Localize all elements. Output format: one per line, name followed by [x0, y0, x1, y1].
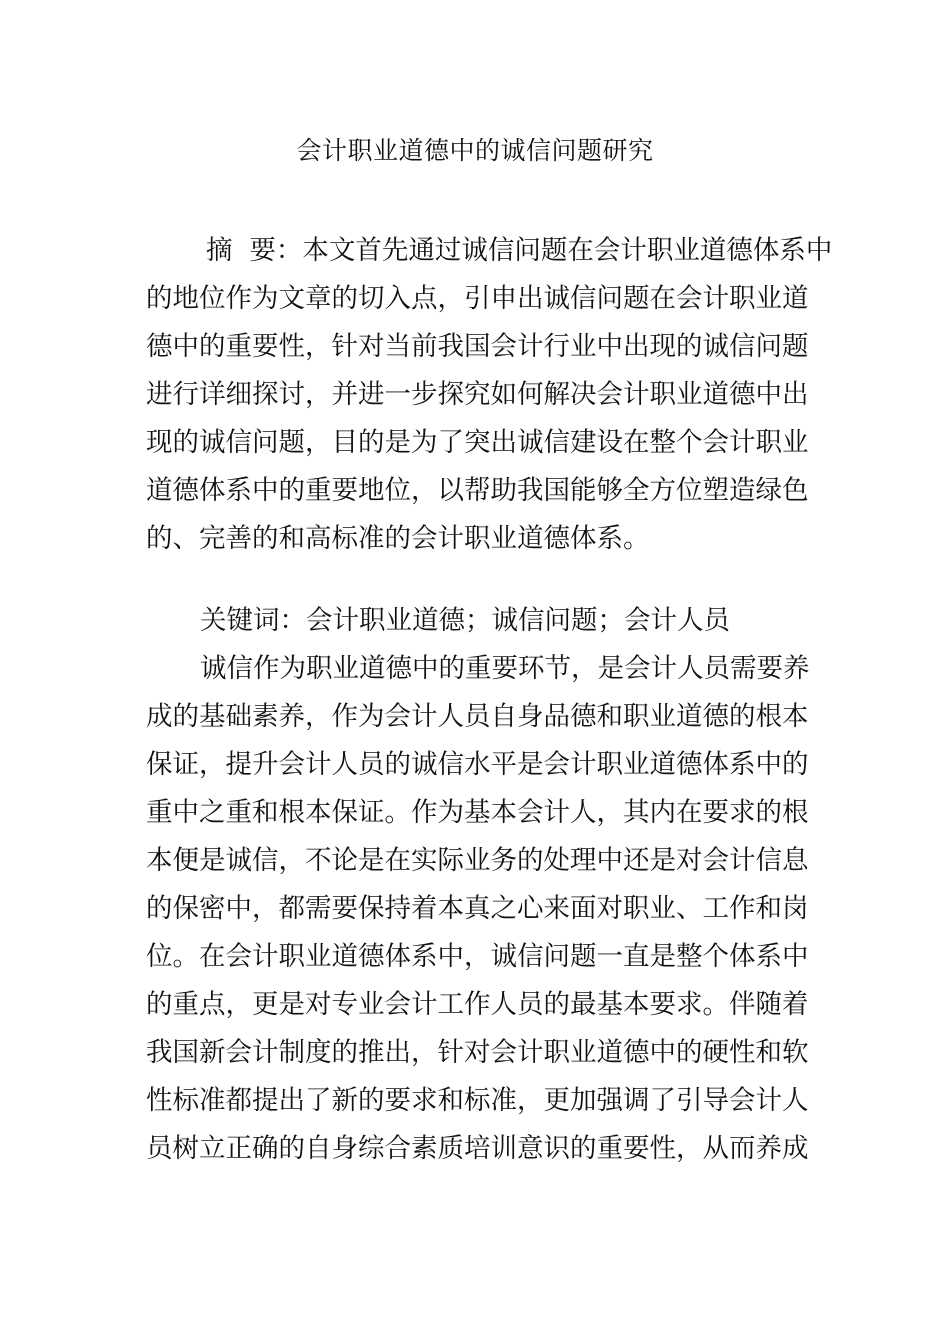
body-line: 重中之重和根本保证。作为基本会计人，其内在要求的根	[146, 797, 809, 828]
body-line: 位。在会计职业道德体系中，诚信问题一直是整个体系中	[146, 941, 809, 972]
abstract-paragraph	[146, 227, 833, 563]
body-line: 保证，提升会计人员的诚信水平是会计职业道德体系中的	[146, 749, 809, 780]
abstract-line: 现的诚信问题，目的是为了突出诚信建设在整个会计职业	[146, 427, 809, 458]
body-line: 性标准都提出了新的要求和标准，更加强调了引导会计人	[146, 1085, 809, 1116]
abstract-line: 的地位作为文章的切入点，引申出诚信问题在会计职业道	[146, 283, 809, 314]
body-line: 的保密中，都需要保持着本真之心来面对职业、工作和岗	[146, 893, 809, 924]
body-line: 本便是诚信，不论是在实际业务的处理中还是对会计信息	[146, 845, 809, 876]
body-line: 诚信作为职业道德中的重要环节，是会计人员需要养	[200, 653, 810, 684]
abstract-line: 摘 要：本文首先通过诚信问题在会计职业道德体系中	[206, 235, 833, 266]
body-line: 员树立正确的自身综合素质培训意识的重要性，从而养成	[146, 1133, 809, 1164]
keywords-paragraph	[146, 597, 826, 645]
body-paragraph	[146, 645, 826, 1173]
body-line: 我国新会计制度的推出，针对会计职业道德中的硬性和软	[146, 1037, 809, 1068]
body-line: 成的基础素养，作为会计人员自身品德和职业道德的根本	[146, 701, 809, 732]
abstract-line: 道德体系中的重要地位，以帮助我国能够全方位塑造绿色	[146, 475, 809, 506]
keywords-line: 关键词：会计职业道德；诚信问题；会计人员	[200, 605, 730, 636]
abstract-line: 进行详细探讨，并进一步探究如何解决会计职业道德中出	[146, 379, 809, 410]
document-title: 会计职业道德中的诚信问题研究	[296, 136, 654, 165]
body-line: 的重点，更是对专业会计工作人员的最基本要求。伴随着	[146, 989, 809, 1020]
abstract-line: 的、完善的和高标准的会计职业道德体系。	[146, 523, 650, 554]
abstract-line: 德中的重要性，针对当前我国会计行业中出现的诚信问题	[146, 331, 809, 362]
